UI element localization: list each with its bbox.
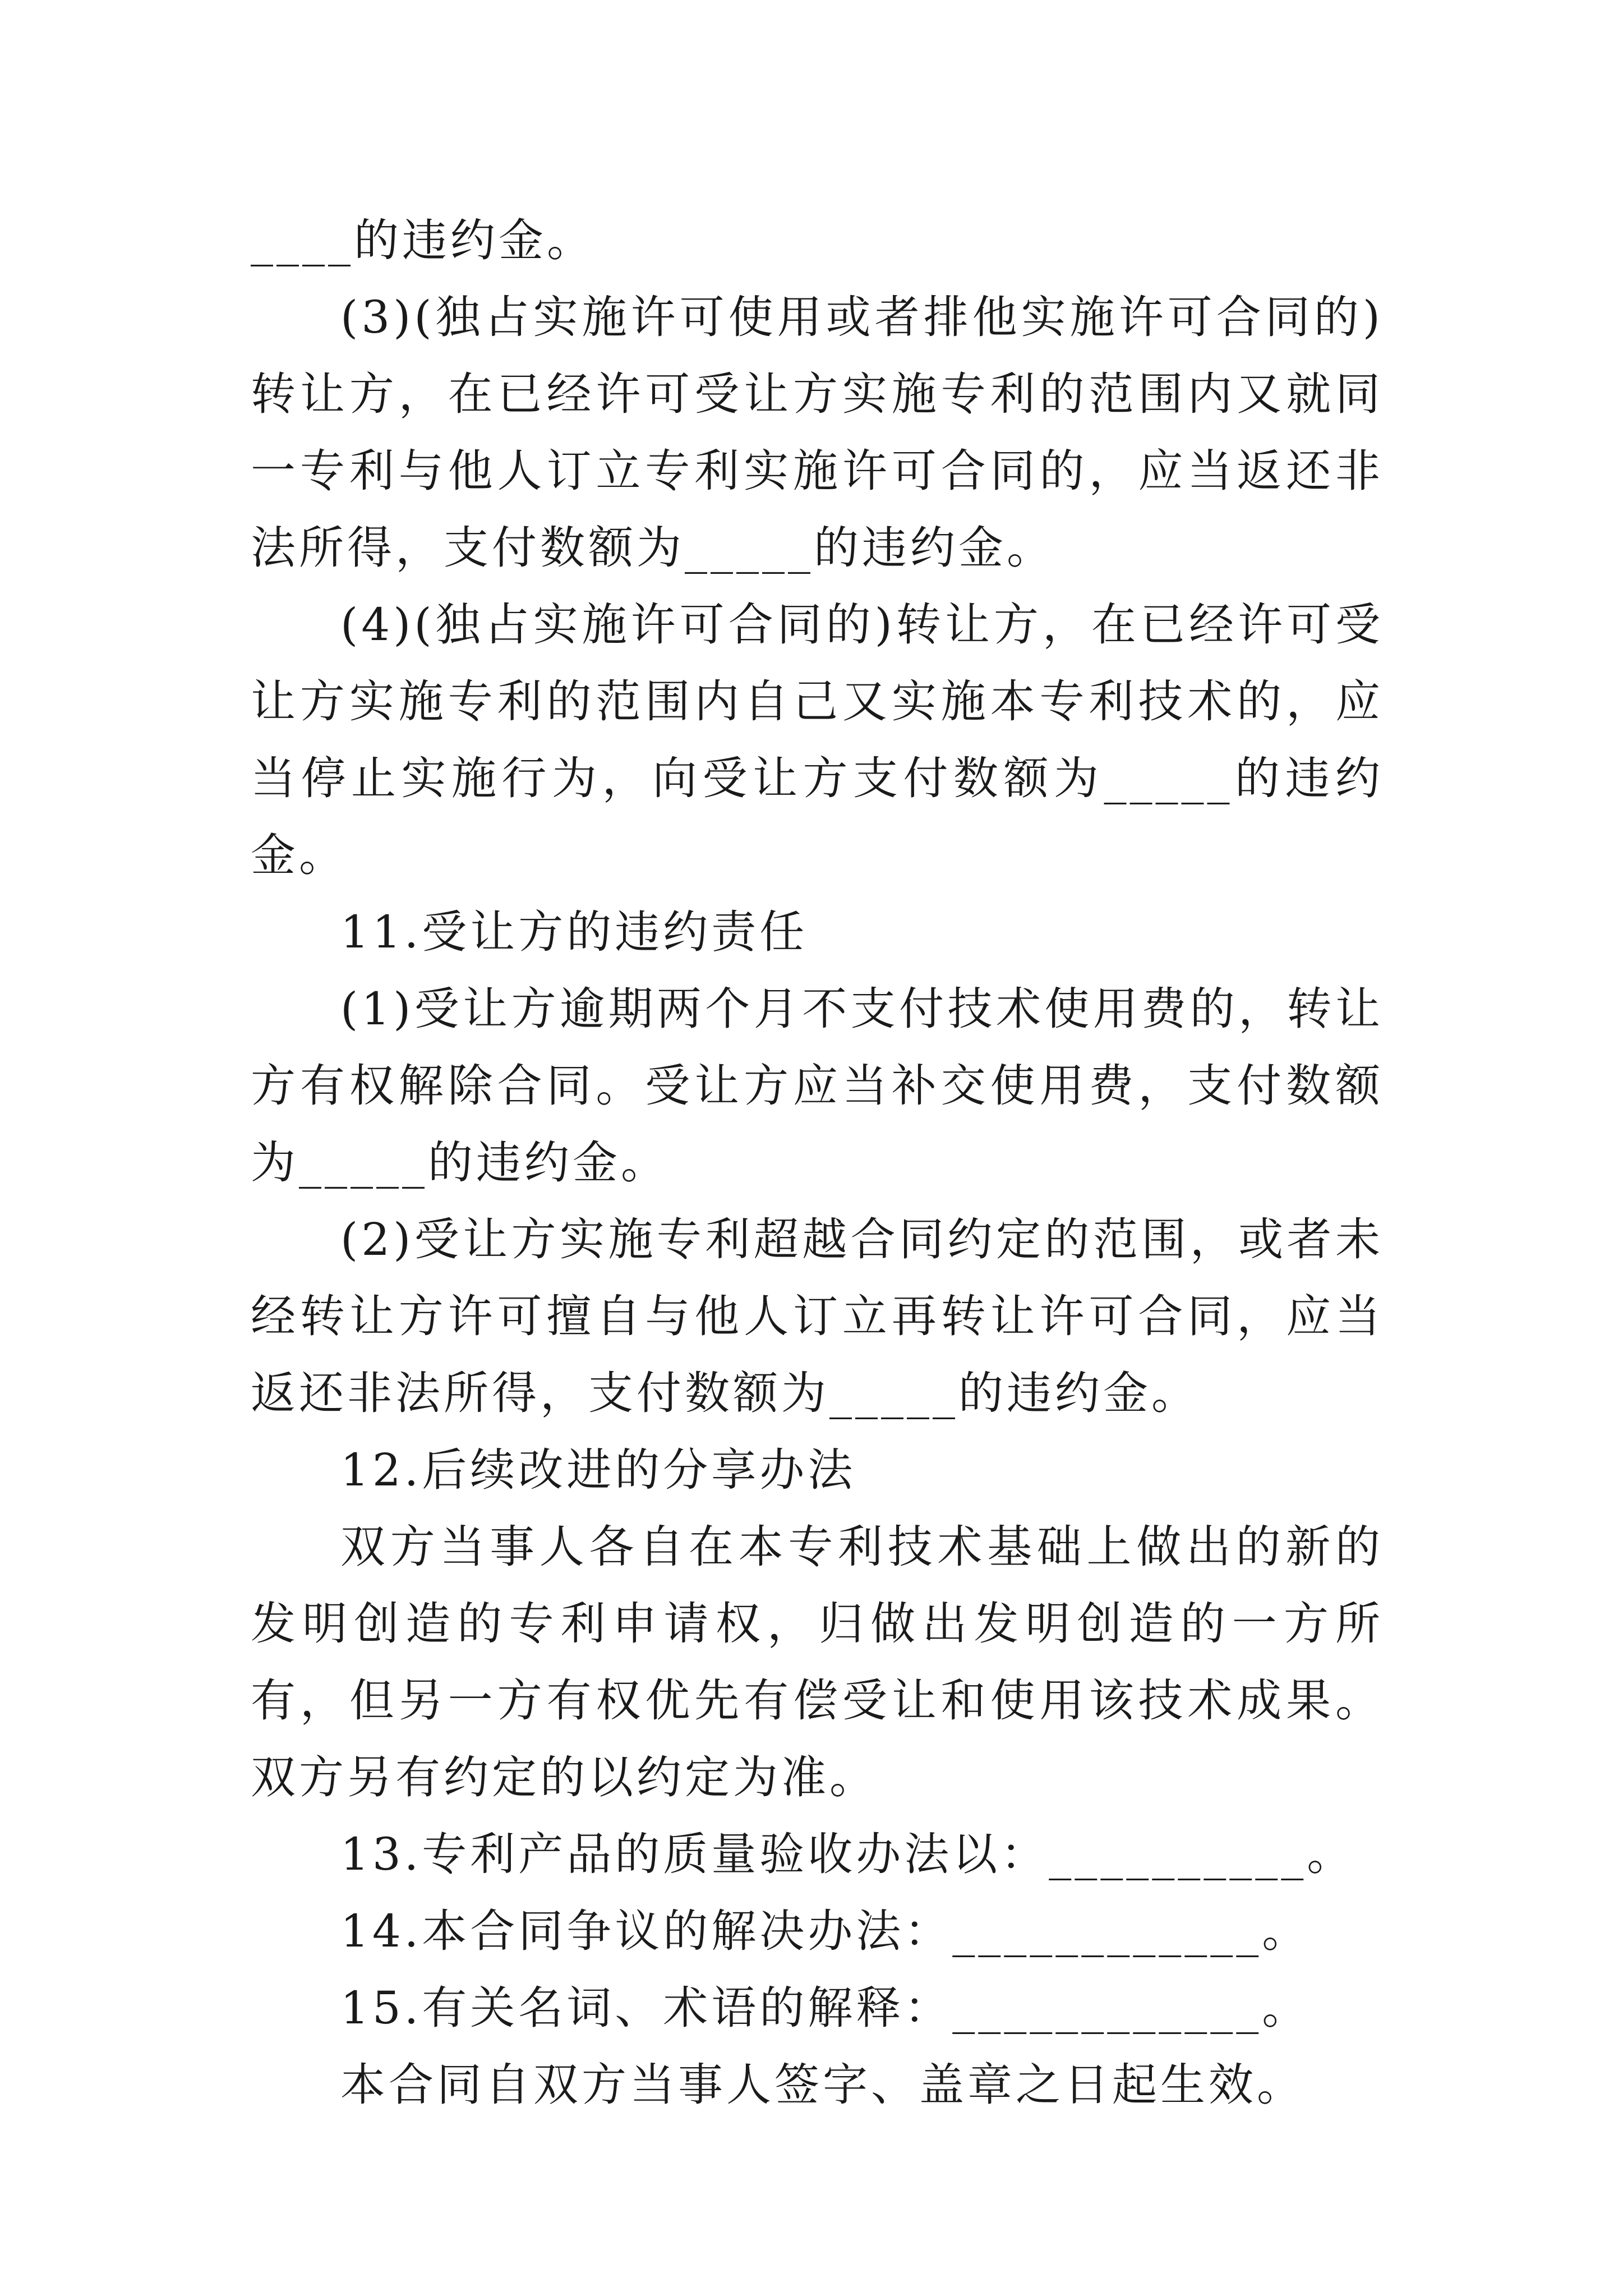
closing-statement: 本合同自双方当事人签字、盖章之日起生效。	[340, 2059, 1305, 2111]
paragraph-clause-3: (3)(独占实施许可使用或者排他实施许可合同的)转让方，在已经许可受让方实施专利的范围内又就同一专利与他人订立专利实施许可合同的，应当返还非法所得，支付数额为_____的违约金。	[251, 291, 1384, 574]
paragraph-clause-11-1: (1)受让方逾期两个月不支付技术使用费的，转让方有权解除合同。受让方应当补交使用费，支付数额为_____的违约金。	[251, 983, 1384, 1189]
document-body	[251, 202, 1384, 2123]
section-heading-12: 12.后续改进的分享办法	[340, 1444, 856, 1496]
paragraph-clause-12: 双方当事人各自在本专利技术基础上做出的新的发明创造的专利申请权，归做出发明创造的一方所有，但另一方有权优先有偿受让和使用该技术成果。双方另有约定的以约定为准。	[251, 1521, 1384, 1803]
paragraph-penalty-continuation: ____的违约金。	[251, 214, 595, 266]
paragraph-clause-4: (4)(独占实施许可合同的)转让方，在已经许可受让方实施专利的范围内自己又实施本专利技术的，应当停止实施行为，向受让方支付数额为_____的违约金。	[251, 599, 1384, 881]
section-item-14: 14.本合同争议的解决办法：____________。	[340, 1905, 1311, 1957]
paragraph-clause-11-2: (2)受让方实施专利超越合同约定的范围，或者未经转让方许可擅自与他人订立再转让许可合同，应当返还非法所得，支付数额为_____的违约金。	[251, 1213, 1384, 1419]
section-item-13: 13.专利产品的质量验收办法以：__________。	[340, 1828, 1355, 1880]
section-heading-11: 11.受让方的违约责任	[340, 906, 808, 958]
section-item-15: 15.有关名词、术语的解释：____________。	[340, 1982, 1311, 2034]
